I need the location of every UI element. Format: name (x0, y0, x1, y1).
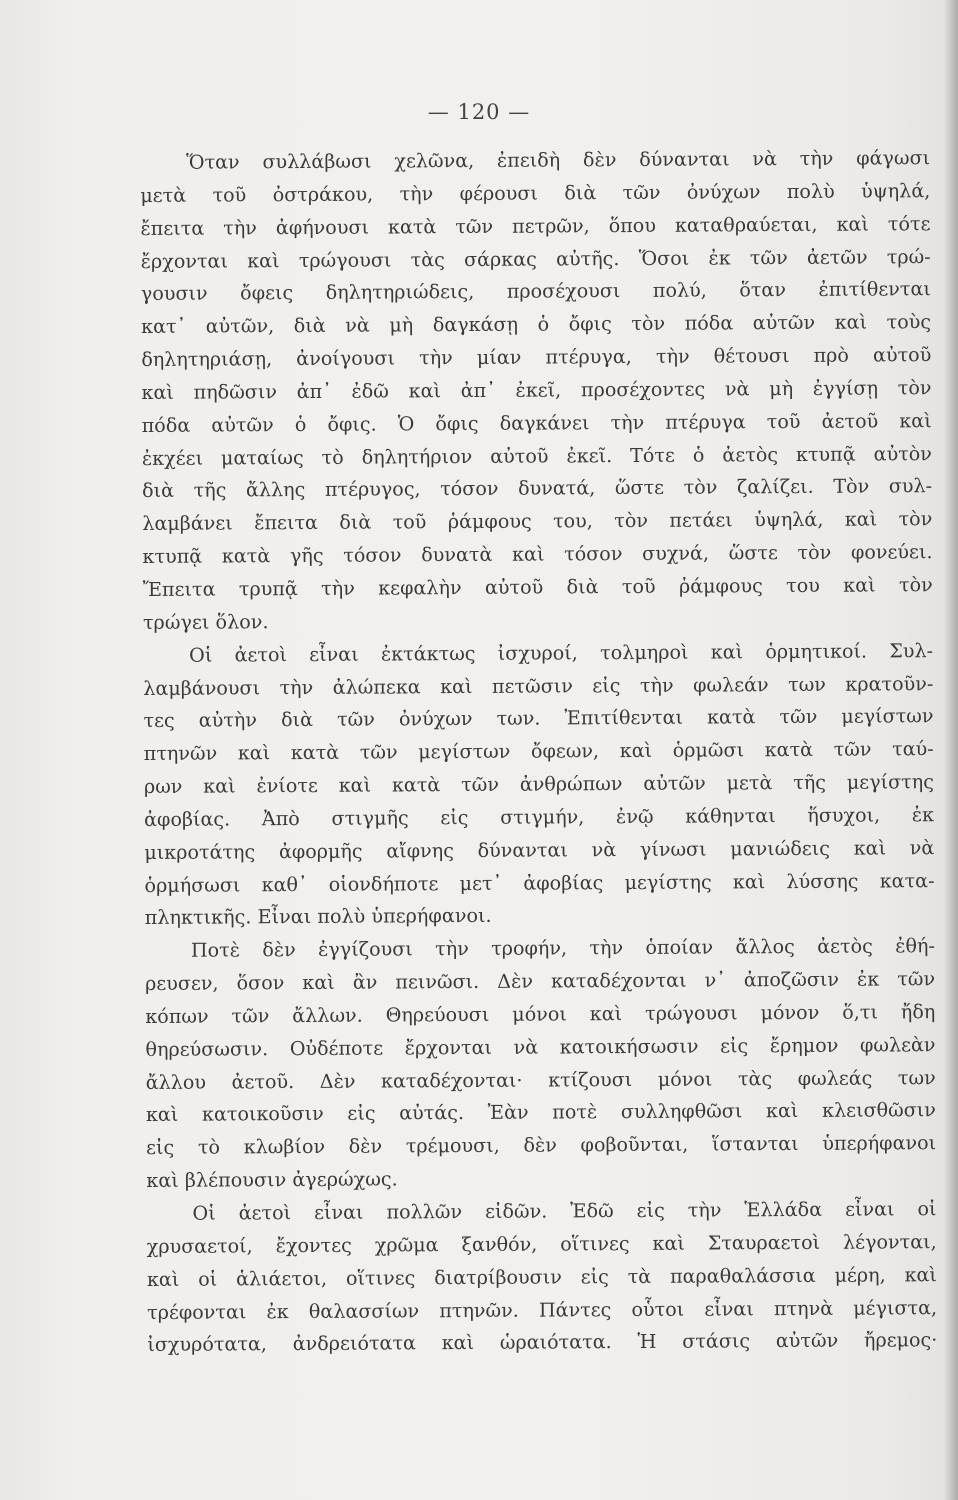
page-number: — 120 — (427, 100, 531, 124)
text-line: ἔπειτα τὴν ἀφήνουσι κατὰ τῶν πετρῶν, ὅπου καταθραύεται, καὶ τότε (140, 211, 931, 240)
text-line: ἀφοβίας. Ἀπὸ στιγμῆς εἰς στιγμήν, ἐνῷ κάθηνται ἥσυχοι, ἐκ (144, 803, 935, 831)
text-line: χρυσαετοί, ἔχοντες χρῶμα ξανθόν, οἵτινες καὶ Σταυραετοὶ λέγονται, (146, 1229, 937, 1258)
text-line: Οἱ ἀετοὶ εἶναι πολλῶν εἰδῶν. Ἐδῶ εἰς τὴν Ἑλλάδα εἶναι οἱ (192, 1197, 937, 1225)
text-line: Ποτὲ δὲν ἐγγίζουσι τὴν τροφήν, τὴν ὁποίαν ἄλλος ἀετὸς ἐθή- (190, 934, 935, 962)
text-line: καὶ βλέπουσιν ἀγερώχως. (146, 1167, 398, 1193)
text-line: τρέφονται ἐκ θαλασσίων πτηνῶν. Πάντες οὗτοι εἶναι πτηνὰ μέγιστα, (147, 1295, 938, 1324)
text-line: καὶ οἱ ἁλιάετοι, οἵτινες διατρίβουσιν εἰς τὰ παραθαλάσσια μέρη, καὶ (146, 1262, 937, 1291)
text-line: ἐκχέει ματαίως τὸ δηλητήριον αὐτοῦ ἐκεῖ. Τότε ὁ ἀετὸς κτυπᾷ αὐτὸν (141, 441, 932, 470)
text-line: ἔρχονται καὶ τρώγουσι τὰς σάρκας αὐτῆς. Ὅσοι ἐκ τῶν ἀετῶν τρώ- (140, 244, 931, 273)
text-line: πληκτικῆς. Εἶναι πολὺ ὑπερήφανοι. (144, 904, 492, 930)
text-line: λαμβάνει ἔπειτα διὰ τοῦ ῥάμφους του, τὸν πετάει ὑψηλά, καὶ τὸν (142, 507, 933, 536)
text-line: Οἱ ἀετοὶ εἶναι ἐκτάκτως ἰσχυροί, τολμηροὶ καὶ ὁρμητικοί. Συλ- (189, 638, 934, 667)
text-line: ρευσεν, ὅσον καὶ ἂν πεινῶσι. Δὲν καταδέχονται ν᾽ ἀποζῶσιν ἐκ τῶν (145, 967, 936, 996)
text-line: Ἔπειτα τρυπᾷ τὴν κεφαλὴν αὐτοῦ διὰ τοῦ ῥάμφους του καὶ τὸν (142, 573, 933, 601)
text-line: καὶ πηδῶσιν ἀπ᾽ ἐδῶ καὶ ἀπ᾽ ἐκεῖ, προσέχοντες νὰ μὴ ἐγγίσῃ τὸν (141, 376, 932, 404)
text-line: δηλητηριάσῃ, ἀνοίγουσι τὴν μίαν πτέρυγα, τὴν θέτουσι πρὸ αὐτοῦ (141, 343, 932, 372)
text-line: καὶ κατοικοῦσιν εἰς αὐτάς. Ἐὰν ποτὲ συλληφθῶσι καὶ κλεισθῶσιν (145, 1098, 936, 1127)
text-line: θηρεύσωσιν. Οὐδέποτε ἔρχονται νὰ κατοικήσωσιν εἰς ἔρημον φωλεὰν (145, 1032, 936, 1061)
text-line: διὰ τῆς ἄλλης πτέρυγος, τόσον δυνατά, ὥστε τὸν ζαλίζει. Τὸν συλ- (142, 474, 933, 503)
text-line: κατ᾽ αὐτῶν, διὰ νὰ μὴ δαγκάσῃ ὁ ὄφις τὸν πόδα αὐτῶν καὶ τοὺς (141, 310, 932, 339)
text-line: τες αὐτὴν διὰ τῶν ὀνύχων των. Ἐπιτίθενται κατὰ τῶν μεγίστων (143, 704, 934, 733)
text-line: ἄλλου ἀετοῦ. Δὲν καταδέχονται· κτίζουσι μόνοι τὰς φωλεάς των (145, 1065, 936, 1094)
text-line: κτυπᾷ κατὰ γῆς τόσον δυνατὰ καὶ τόσον συχνά, ὥστε τὸν φονεύει. (142, 540, 933, 569)
text-line: πτηνῶν καὶ κατὰ τῶν μεγίστων ὄφεων, καὶ ὁρμῶσι κατὰ τῶν ταύ- (143, 737, 934, 766)
text-line: ὁρμήσωσι καθ᾽ οἱονδήποτε μετ᾽ ἀφοβίας μεγίστης καὶ λύσσης κατα- (144, 868, 935, 897)
text-line: εἰς τὸ κλωβίον δὲν τρέμουσι, δὲν φοβοῦνται, ἵστανται ὑπερήφανοι (146, 1131, 937, 1160)
text-line: τρώγει ὅλον. (142, 610, 269, 634)
text-line: Ὅταν συλλάβωσι χελῶνα, ἐπειδὴ δὲν δύνανται νὰ τὴν φάγωσι (186, 146, 931, 174)
text-line: γουσιν ὄφεις δηλητηριώδεις, προσέχουσι πολύ, ὅταν ἐπιτίθενται (140, 277, 931, 306)
text-line: ἰσχυρότατα, ἀνδρειότατα καὶ ὡραιότατα. Ἡ στάσις αὐτῶν ἤρεμος· (147, 1328, 938, 1357)
page-edge-shadow (944, 0, 958, 1500)
body-text (140, 142, 937, 1362)
text-line: λαμβάνουσι τὴν ἀλώπεκα καὶ πετῶσιν εἰς τὴν φωλεάν των κρατοῦν- (143, 671, 934, 700)
text-line: κόπων τῶν ἄλλων. Θηρεύουσι μόνοι καὶ τρώγουσι μόνον ὅ,τι ἤδη (145, 1000, 936, 1028)
text-line: μετὰ τοῦ ὀστράκου, τὴν φέρουσι διὰ τῶν ὀνύχων πολὺ ὑψηλά, (140, 179, 931, 207)
text-line: ρων καὶ ἐνίοτε καὶ κατὰ τῶν ἀνθρώπων αὐτῶν μετὰ τῆς μεγίστης (143, 770, 934, 799)
text-line: πόδα αὐτῶν ὁ ὄφις. Ὁ ὄφις δαγκάνει τὴν πτέρυγα τοῦ ἀετοῦ καὶ (141, 408, 932, 437)
text-line: μικροτάτης ἀφορμῆς αἴφνης δύνανται νὰ γίνωσι μανιώδεις καὶ νὰ (144, 835, 935, 864)
